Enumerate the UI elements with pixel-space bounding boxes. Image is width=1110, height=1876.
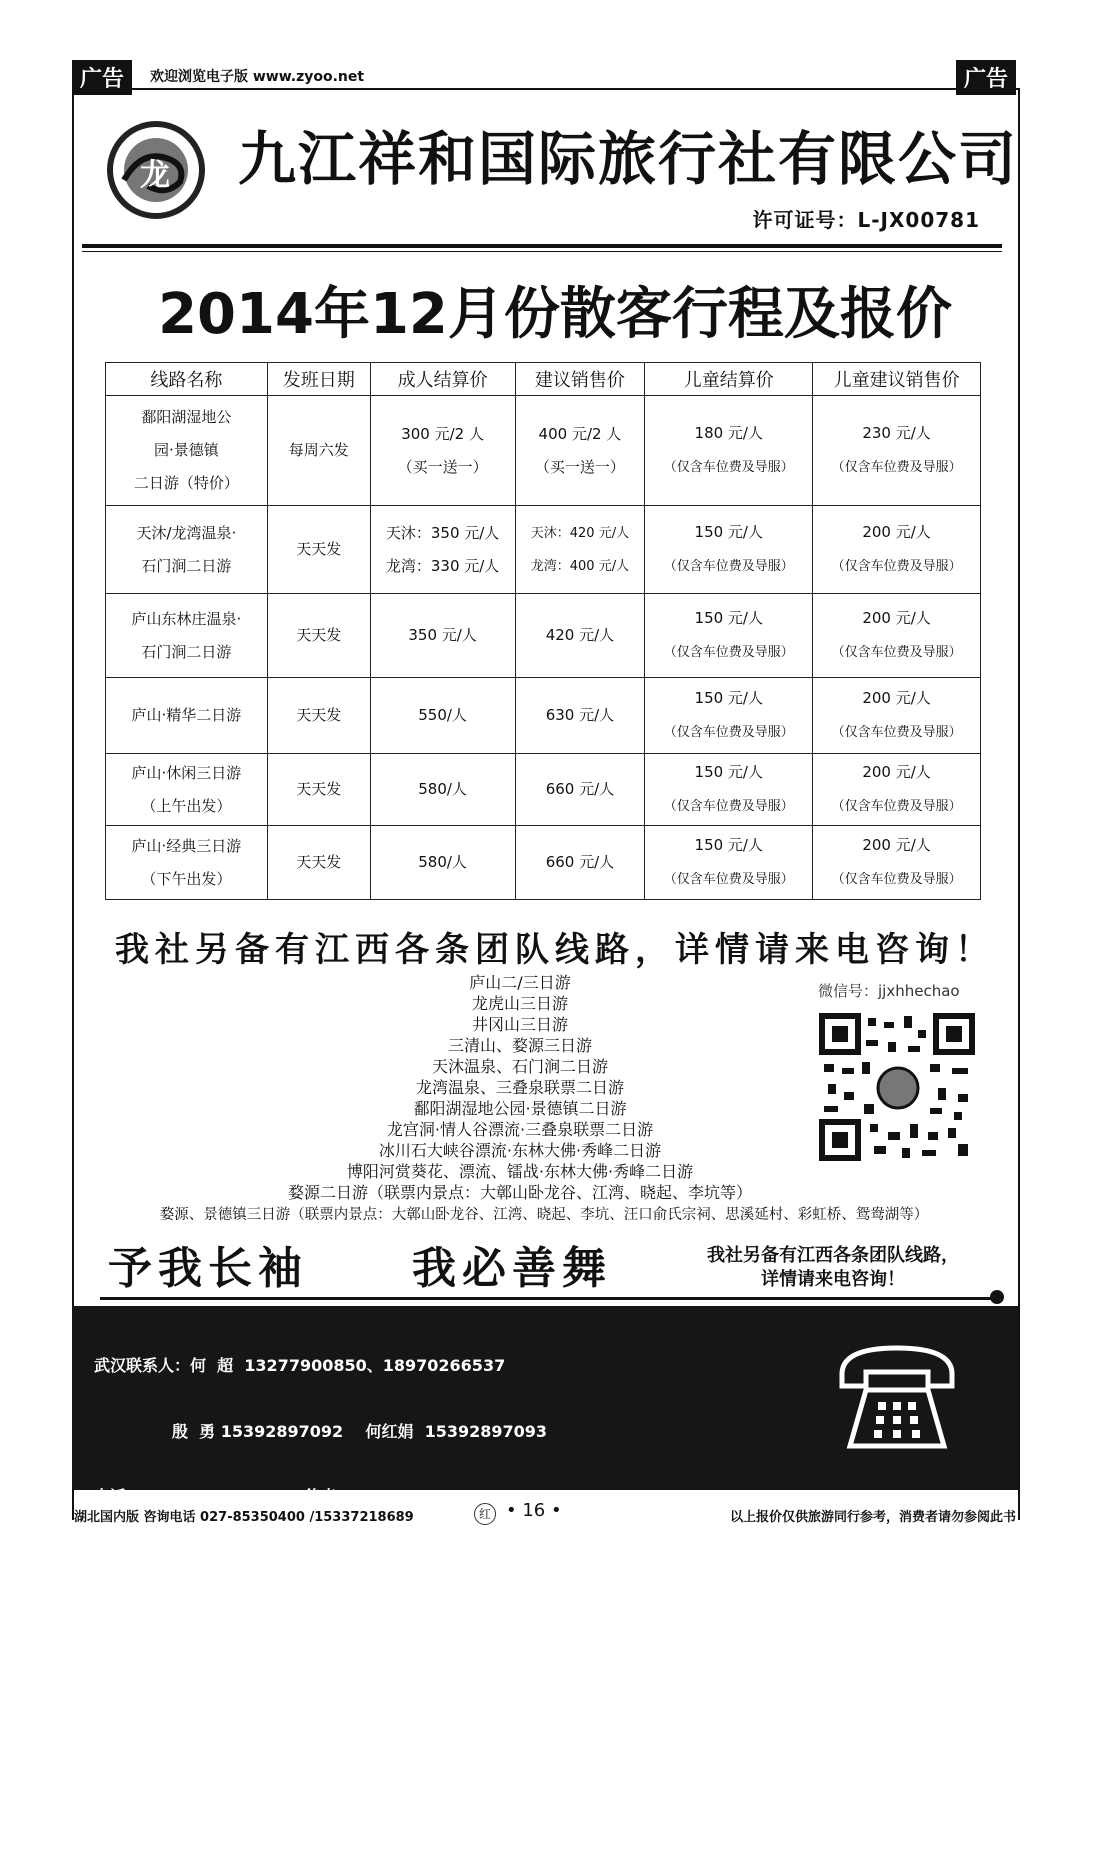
logo-glyph: 龙 [140, 158, 170, 193]
contact-line: Q Q：1968670500、18107929631、18107929605 [94, 1747, 537, 1767]
child-price: 180 元/人 （仅含车位费及导服） [645, 396, 813, 506]
col-header-adult-price: 成人结算价 [370, 363, 515, 396]
route-name: 庐山·休闲三日游 （上午出发） [106, 754, 268, 826]
adult-price: 550/人 [370, 678, 515, 754]
adult-price: 580/人 [370, 754, 515, 826]
list-item: 冰川石大峡谷漂流·东林大佛·秀峰二日游 [378, 1141, 662, 1160]
list-item: 龙湾温泉、三叠泉联票二日游 [415, 1078, 624, 1097]
contact-line: 总部法人：何圣泉 13707920783、18907920783 网址：www.517jx66.com [94, 1812, 729, 1832]
adult-price: 350 元/人 [370, 594, 515, 678]
sale-price: 660 元/人 [515, 826, 645, 900]
col-header-sale-price: 建议销售价 [515, 363, 645, 396]
child-sale-price: 230 元/人 （仅含车位费及导服） [813, 396, 981, 506]
telephone-icon [832, 1334, 962, 1454]
child-price: 150 元/人 （仅含车位费及导服） [645, 826, 813, 900]
license-number: 许可证号：L-JX00781 [752, 208, 980, 232]
wechat-id: 微信号：jjxhhechao [818, 982, 960, 1000]
red-badge: 红 [474, 1503, 496, 1525]
divider-dot [990, 1290, 1004, 1304]
header-rule-thick [82, 244, 1002, 248]
col-header-date: 发班日期 [267, 363, 370, 396]
ad-tag-left: 广告 [72, 60, 132, 95]
list-item: 婺源二日游（联票内景点：大鄣山卧龙谷、江湾、晓起、李坑等） [287, 1183, 752, 1202]
list-item: 三清山、婺源三日游 [447, 1036, 592, 1055]
list-item: 龙宫洞·情人谷漂流·三叠泉联票二日游 [386, 1120, 654, 1139]
page-title: 2014年12月份散客行程及报价 [158, 282, 952, 347]
contact-line: 电话：0792-8505006、8505003 传真：0792-8505021 [94, 1681, 582, 1701]
contact-line: Q Q：1532832134、466482709 、13277900850、18970266537 [94, 1551, 659, 1571]
sale-price: 400 元/2 人 （买一送一） [515, 396, 645, 506]
list-item: 井冈山三日游 [471, 1015, 568, 1034]
list-item: 天沐温泉、石门涧二日游 [431, 1057, 608, 1076]
adult-price: 300 元/2 人 （买一送一） [370, 396, 515, 506]
adult-price: 天沐：350 元/人 龙湾：330 元/人 [370, 506, 515, 594]
child-sale-price: 200 元/人 （仅含车位费及导服） [813, 678, 981, 754]
col-header-route: 线路名称 [106, 363, 268, 396]
sale-price: 630 元/人 [515, 678, 645, 754]
route-list [80, 972, 960, 1203]
route-name: 庐山·经典三日游 （下午出发） [106, 826, 268, 900]
departure: 天天发 [267, 826, 370, 900]
divider-rule [100, 1297, 996, 1300]
contact-line: 殷 勇 15392897092 何红娟 15392897093 [94, 1421, 548, 1441]
route-name: 庐山东林庄温泉· 石门涧二日游 [106, 594, 268, 678]
contact-line: 电话：027-85784968 传真：027-85725250 [94, 1486, 482, 1506]
page-number: • 16 • [506, 1500, 562, 1521]
child-sale-price: 200 元/人 （仅含车位费及导服） [813, 826, 981, 900]
price-table [105, 362, 981, 900]
inquiry-note: 我社另备有江西各条团队线路， 详情请来电咨询！ [707, 1245, 959, 1290]
child-price: 150 元/人 （仅含车位费及导服） [645, 506, 813, 594]
departure: 天天发 [267, 678, 370, 754]
table-row [106, 826, 981, 900]
list-item: 庐山二/三日游 [469, 973, 571, 992]
group-routes-slogan: 我社另备有江西各条团队线路，详情请来电咨询！ [115, 930, 995, 970]
child-sale-price: 200 元/人 （仅含车位费及导服） [813, 594, 981, 678]
list-item: 博阳河赏葵花、漂流、镭战·东林大佛·秀峰二日游 [346, 1162, 694, 1181]
table-row [106, 506, 981, 594]
welcome-text[interactable]: 欢迎浏览电子版 www.zyoo.net [150, 69, 365, 85]
route-name: 鄱阳湖湿地公 园·景德镇 二日游（特价） [106, 396, 268, 506]
child-price: 150 元/人 （仅含车位费及导服） [645, 754, 813, 826]
brush-slogan-right: 我必善舞 [412, 1243, 612, 1294]
company-name: 九江祥和国际旅行社有限公司 [238, 125, 1019, 193]
footer-edition: 湖北国内版 咨询电话 027-85350400 /15337218689 [74, 1510, 414, 1525]
child-price: 150 元/人 （仅含车位费及导服） [645, 678, 813, 754]
contact-line: 武汉联系人：何 超 13277900850、18970266537 [94, 1356, 506, 1376]
contact-line: 团队OP：薛登梅18107929631、 刘娟18107929605 [94, 1616, 542, 1636]
table-row [106, 678, 981, 754]
footer-disclaimer: 以上报价仅供旅游同行参考，消费者请勿参阅此书 [729, 1510, 1016, 1525]
col-header-child-price: 儿童结算价 [645, 363, 813, 396]
brush-slogan-left: 予我长袖 [108, 1243, 308, 1294]
route-name: 庐山·精华二日游 [106, 678, 268, 754]
table-row [106, 594, 981, 678]
route-name: 天沐/龙湾温泉· 石门涧二日游 [106, 506, 268, 594]
header-rule-thin [82, 251, 1002, 252]
table-row [106, 754, 981, 826]
contact-lines [94, 1312, 728, 1876]
col-header-child-sale-price: 儿童建议销售价 [813, 363, 981, 396]
table-header-row [106, 363, 981, 396]
sale-price: 660 元/人 [515, 754, 645, 826]
departure: 每周六发 [267, 396, 370, 506]
sale-price: 天沐：420 元/人 龙湾：400 元/人 [515, 506, 645, 594]
adult-price: 580/人 [370, 826, 515, 900]
child-price: 150 元/人 （仅含车位费及导服） [645, 594, 813, 678]
sale-price: 420 元/人 [515, 594, 645, 678]
list-item: 鄱阳湖湿地公园·景德镇二日游 [413, 1099, 627, 1118]
table-row [106, 396, 981, 506]
list-item: 婺源、景德镇三日游（联票内景点：大鄣山卧龙谷、江湾、晓起、李坑、汪口俞氏宗祠、思溪延村、彩虹桥、鸳鸯湖等） [159, 1207, 929, 1223]
child-sale-price: 200 元/人 （仅含车位费及导服） [813, 754, 981, 826]
departure: 天天发 [267, 594, 370, 678]
company-logo [96, 120, 216, 220]
list-item: 龙虎山三日游 [471, 994, 568, 1013]
ad-tag-right: 广告 [956, 60, 1016, 95]
departure: 天天发 [267, 506, 370, 594]
departure: 天天发 [267, 754, 370, 826]
child-sale-price: 200 元/人 （仅含车位费及导服） [813, 506, 981, 594]
